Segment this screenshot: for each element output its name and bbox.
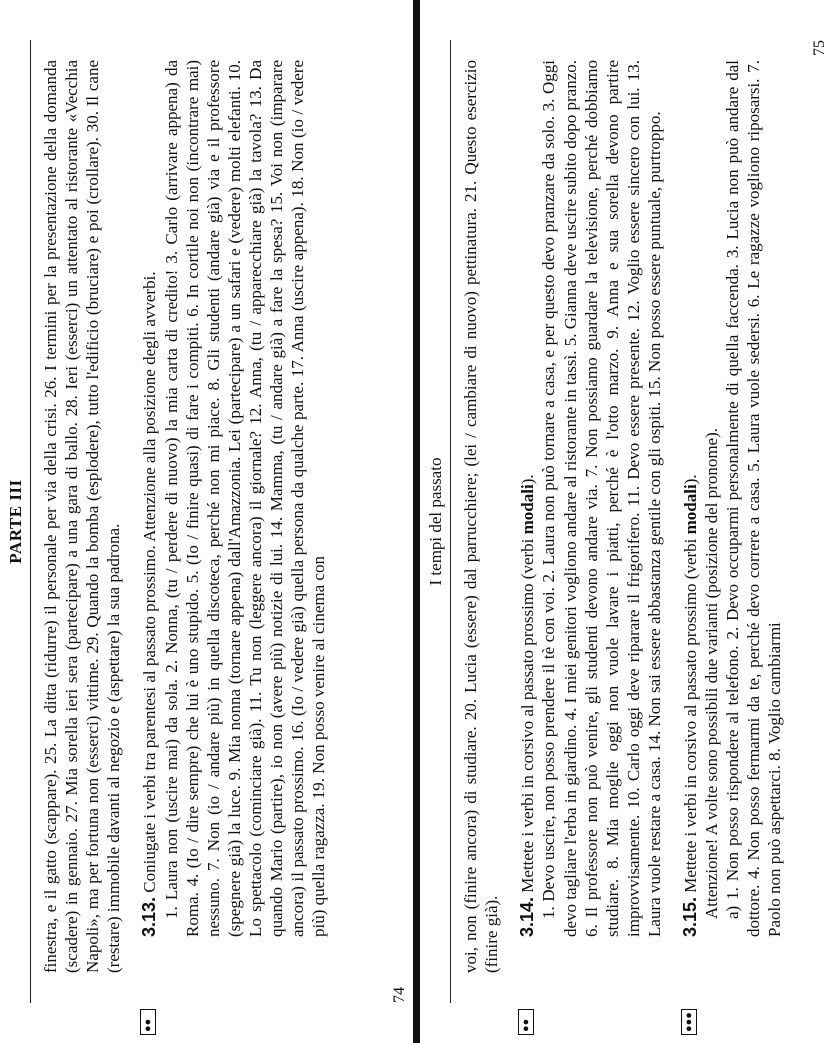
exercise-instruction: Mettete i verbi in corsivo al passato prossimo (verbi <box>680 534 700 893</box>
exercise-3-13-text: 1. Laura non (uscire mai) da sola. 2. Nonna, (tu / perdere di nuovo) la mia carta di credito! 3. Carlo (arrivare appena) da Roma. 4. (Io / dire sempre) che lui è uno stupido. 5. (Io / finire quasi) di fare i compiti. 6. In cortile noi non (incontrare mai) nessuno. 7. Non (io / andare più) in quella discoteca, perché non mi piace. 8. Gli studenti (andare già) via e il professore (spegnere già) la luce. 9. Mia nonna (tornare appena) dall'Amazzonia. Lei (partecipare) a un safari e (vedere) molti elefanti. 10. Lo spettacolo (cominciare già). 11. Tu non (leggere ancora) il giornale? 12. Anna, (tu / apparecchiare già) la tavola? 13. Da quando Mario (partire), io non (avere più) notizie di lui. 14. Mamma, (tu / andare già) a fare la spesa? 15. Voi non (imparare ancora) il passato prossimo. 16. (Io / vedere già) quella persona da qualche parte. 17. Anna (uscire appena). 18. Non (io / vedere più) quella ragazza. 19. Non posso venire al cinema con <box>161 60 329 937</box>
difficulty-icon: ●● <box>140 1009 156 1035</box>
page-number: 75 <box>811 40 828 56</box>
header-rule <box>30 40 31 1003</box>
page-number: 74 <box>391 987 408 1003</box>
page-body <box>460 60 786 1032</box>
header-rule <box>450 40 451 1003</box>
left-page <box>0 0 415 1043</box>
instruction-suffix: ). <box>680 474 700 485</box>
exercise-3-14-text: 1. Devo uscire, non posso prendere il tè con voi. 2. Laura non può tornare a casa, e per questo devo pranzare da solo. 3. Oggi devo tagliare l'erba in giardino. 4. I miei genitori vogliono andare al ristorante in tassì. 5. Gianna deve uscire subito dopo pranzo. 6. Il professore non può venire, gli studenti devono andare via. 7. Non possiamo guardare la televisione, perché dobbiamo studiare. 8. Mia moglie oggi non vuole lavare i piatti, perché è l'otto marzo. 9. Anna e sua sorella devono partire improvvisamente. 10. Carlo oggi deve riparare il frigorifero. 11. Devo essere presente. 12. Voglio essere sincero con lui. 13. Laura vuole restare a casa. 14. Non sai essere abbastanza gentile con gli ospiti. 15. Non posso essere puntuale, purtroppo. <box>539 60 664 937</box>
difficulty-icon: ●● <box>518 1009 534 1035</box>
page-header: I tempi del passato <box>426 457 445 586</box>
continuation-text: voi, non (finire ancora) di studiare. 20. Lucia (essere) dal parrucchiere; (lei / cambiare di nuovo) pettinatura. 21. Questo esercizio (finire già). <box>461 60 502 973</box>
instruction-bold: modali <box>680 484 700 535</box>
exercise-3-14-heading <box>516 60 538 1032</box>
exercise-instruction: Coniugate i verbi tra parentesi al passato prossimo. Attenzione alla posizione degli avverbi. <box>140 271 160 893</box>
page-header: PARTE III <box>6 479 25 564</box>
exercise-3-13-heading <box>138 60 160 1032</box>
continuation-text: finestra, e il gatto (scappare). 25. La ditta (ridurre) il personale per via della crisi. 26. I termini per la presentazione della domanda (scadere) in gennaio. 27. Mia sorella ieri sera (partecipare) a una gara di ballo. 28. Ieri (esserci) un attentato al ristorante «Vecchia Napoli», ma per fortuna non (esserci) vittime. 29. Quando la bomba (esplodere), tutto l'edificio (bruciare) e poi (crollare). 30. Il cane (restare) immobile davanti al negozio e (aspettare) la sua padrona. <box>41 60 124 973</box>
exercise-3-15-text: a) 1. Non posso rispondere al telefono. 2. Devo occuparmi personalmente di quella faccenda. 3. Lucia non può andare dal dottore. 4. Non posso fermarmi da te, perché devo correre a casa. 5. Laura vuole sedersi. 6. Le ragazze vogliono riposarsi. 7. Paolo non può aspettarci. 8. Voglio cambiarmi <box>723 60 785 937</box>
exercise-instruction: Mettete i verbi in corsivo al passato prossimo (verbi <box>518 534 538 893</box>
instruction-suffix: ). <box>518 474 538 485</box>
page-body <box>40 60 329 1032</box>
exercise-number: 3.15. <box>679 896 700 937</box>
instruction-bold: modali <box>518 484 538 535</box>
exercise-number: 3.13. <box>139 896 160 937</box>
exercise-number: 3.14. <box>517 896 538 937</box>
exercise-3-15-note: Attenzione! A volte sono possibili due varianti (posizione del pronome). <box>702 427 722 919</box>
right-page <box>420 0 831 1043</box>
exercise-3-15-heading <box>679 60 701 1032</box>
difficulty-icon: ●●● <box>681 1009 697 1035</box>
